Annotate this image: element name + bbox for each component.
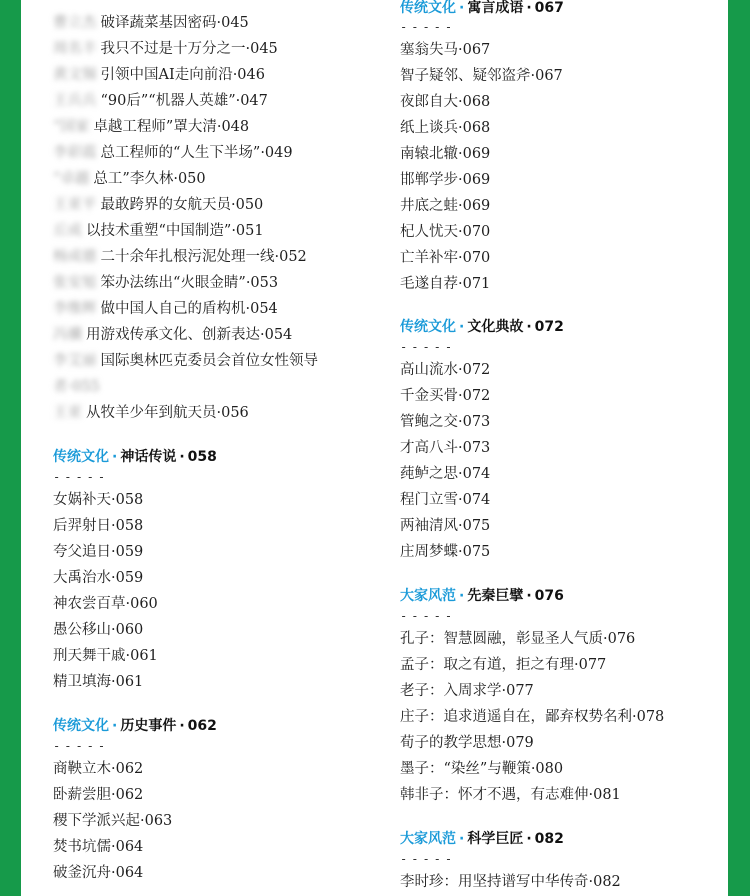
toc-entry[interactable]: 焚书坑儒·064 — [53, 839, 144, 855]
blurred-name: 丘成 — [53, 223, 82, 239]
toc-entry[interactable]: 程门立雪·074 — [400, 492, 491, 508]
toc-entry[interactable]: 韩非子：怀才不遇，有志难伸·081 — [400, 787, 621, 803]
toc-entry[interactable]: 精卫填海·061 — [53, 674, 144, 690]
section-page: 062 — [187, 718, 217, 734]
toc-entry[interactable]: 孔子：智慧圆融，彰显圣人气质·076 — [400, 631, 636, 647]
toc-page — [21, 0, 728, 896]
toc-entry[interactable]: 丘成 以技术重塑“中国制造”·051 — [53, 223, 264, 239]
section-category: 大家风范 — [400, 588, 456, 604]
blurred-name: 李维辉 — [53, 301, 97, 317]
toc-entry[interactable]: 孟子：取之有道，拒之有理·077 — [400, 657, 607, 673]
toc-entry[interactable]: 王兵兵 “90后”“机器人英雄”·047 — [53, 93, 268, 109]
section-category: 传统文化 — [53, 449, 109, 465]
toc-entry[interactable]: 井底之蛙·069 — [400, 198, 491, 214]
toc-entry[interactable]: 邯郸学步·069 — [400, 172, 491, 188]
section-category: 传统文化 — [400, 0, 456, 16]
blurred-name: 王亚平 — [53, 197, 97, 213]
toc-entry[interactable]: 毛遂自荐·071 — [400, 276, 491, 292]
toc-entry[interactable]: 庄周梦蝶·075 — [400, 544, 491, 560]
toc-entry[interactable]: 张安旭 笨办法练出“火眼金睛”·053 — [53, 275, 279, 291]
section-separator: · — [526, 831, 532, 847]
toc-entry[interactable]: 管鲍之交·073 — [400, 414, 491, 430]
dash-divider: ----- — [400, 340, 457, 354]
blurred-name: “卓越 — [53, 171, 90, 187]
section-separator: · — [526, 319, 532, 335]
toc-entry[interactable]: 刑天舞干戚·061 — [53, 648, 158, 664]
section-separator: · — [179, 449, 185, 465]
section-category: 大家风范 — [400, 831, 456, 847]
section-category: 传统文化 — [53, 718, 109, 734]
section-separator: · — [459, 319, 465, 335]
toc-entry[interactable]: 后羿射日·058 — [53, 518, 144, 534]
toc-entry[interactable]: 南辕北辙·069 — [400, 146, 491, 162]
toc-entry[interactable]: 大禹治水·059 — [53, 570, 144, 586]
section-title: 科学巨匠 — [467, 831, 524, 847]
toc-entry[interactable]: 神农尝百草·060 — [53, 596, 158, 612]
section-separator: · — [112, 718, 118, 734]
toc-entry[interactable]: 两袖清风·075 — [400, 518, 491, 534]
section-separator: · — [526, 588, 532, 604]
toc-entry[interactable]: 纸上谈兵·068 — [400, 120, 491, 136]
toc-entry[interactable]: 王亚平 最敢跨界的女航天员·050 — [53, 197, 264, 213]
section-title: 先秦巨擘 — [467, 588, 524, 604]
section-page: 067 — [534, 0, 564, 16]
toc-entry[interactable]: 周名丰 我只不过是十万分之一·045 — [53, 41, 278, 57]
section-heading — [400, 829, 564, 849]
blurred-name: 周名丰 — [53, 41, 97, 57]
section-separator: · — [459, 831, 465, 847]
blurred-name: 王兵兵 — [53, 93, 97, 109]
toc-entry[interactable]: 才高八斗·073 — [400, 440, 491, 456]
toc-entry[interactable]: 稷下学派兴起·063 — [53, 813, 173, 829]
blurred-name: 黄文锡 — [53, 67, 97, 83]
section-heading — [53, 716, 217, 736]
section-separator: · — [459, 588, 465, 604]
toc-entry[interactable]: 王亚 从牧羊少年到航天员·056 — [53, 405, 249, 421]
toc-entry[interactable]: 荀子的教学思想·079 — [400, 735, 534, 751]
section-separator: · — [112, 449, 118, 465]
toc-entry[interactable]: “国家 卓越工程师”罩大清·048 — [53, 119, 250, 135]
toc-entry[interactable]: 亡羊补牢·070 — [400, 250, 491, 266]
section-heading — [400, 317, 564, 337]
toc-entry[interactable]: 李艾丽 国际奥林匹克委员会首位女性领导 — [53, 353, 318, 369]
dash-divider: ----- — [53, 470, 110, 484]
section-page: 072 — [534, 319, 564, 335]
toc-entry-wrap — [53, 377, 104, 397]
blurred-name: 王亚 — [53, 405, 82, 421]
toc-entry[interactable]: 黄文锡 引领中国AI走向前沿·046 — [53, 67, 265, 83]
section-heading — [400, 0, 564, 18]
toc-entry[interactable]: 女娲补天·058 — [53, 492, 144, 508]
section-category: 传统文化 — [400, 319, 456, 335]
toc-entry[interactable]: 塞翁失马·067 — [400, 42, 491, 58]
toc-entry[interactable]: 千金买骨·072 — [400, 388, 491, 404]
toc-entry[interactable]: 愚公移山·060 — [53, 622, 144, 638]
toc-entry[interactable]: 庄子：追求逍遥自在，鄙弃权势名利·078 — [400, 709, 665, 725]
blurred-name: 曹立杰 — [53, 15, 97, 31]
toc-entry[interactable]: 夸父追日·059 — [53, 544, 144, 560]
section-separator: · — [526, 0, 532, 16]
toc-entry[interactable]: “卓越 总工”李久林·050 — [53, 171, 206, 187]
toc-entry[interactable]: 墨子：“染丝”与鞭策·080 — [400, 761, 564, 777]
section-heading — [53, 447, 217, 467]
section-heading — [400, 586, 564, 606]
section-title: 神话传说 — [120, 449, 177, 465]
blurred-name: 张安旭 — [53, 275, 97, 291]
toc-entry[interactable]: 高山流水·072 — [400, 362, 491, 378]
toc-entry[interactable]: 老子：入周求学·077 — [400, 683, 534, 699]
section-separator: · — [459, 0, 465, 16]
toc-entry[interactable]: 莼鲈之思·074 — [400, 466, 491, 482]
toc-entry[interactable]: 杨成德 二十余年扎根污泥处理一线·052 — [53, 249, 307, 265]
blurred-name: 杨成德 — [53, 249, 97, 265]
toc-entry[interactable]: 卧薪尝胆·062 — [53, 787, 144, 803]
section-title: 文化典故 — [467, 319, 524, 335]
section-page: 082 — [534, 831, 564, 847]
blurred-name: 李艾丽 — [53, 353, 97, 369]
section-page: 076 — [534, 588, 564, 604]
blurred-name: 者·055 — [53, 379, 100, 395]
dash-divider: ----- — [400, 20, 457, 34]
toc-entry[interactable]: 曹立杰 破译蔬菜基因密码·045 — [53, 15, 249, 31]
blurred-name: 冯骥 — [53, 327, 82, 343]
toc-entry[interactable]: 破釜沉舟·064 — [53, 865, 144, 881]
section-separator: · — [179, 718, 185, 734]
toc-entry[interactable]: 李彩霞 总工程师的“人生下半场”·049 — [53, 145, 293, 161]
section-title: 历史事件 — [120, 718, 177, 734]
dash-divider: ----- — [53, 739, 110, 753]
dash-divider: ----- — [400, 609, 457, 623]
toc-entry[interactable]: 智子疑邻、疑邻盗斧·067 — [400, 68, 563, 84]
toc-entry[interactable]: 杞人忧天·070 — [400, 224, 491, 240]
green-frame-left — [0, 0, 21, 896]
dash-divider: ----- — [400, 852, 457, 866]
blurred-name: 李彩霞 — [53, 145, 97, 161]
toc-entry[interactable]: 李维辉 做中国人自己的盾构机·054 — [53, 301, 278, 317]
blurred-name: “国家 — [53, 119, 90, 135]
section-page: 058 — [187, 449, 217, 465]
toc-entry[interactable]: 商鞅立木·062 — [53, 761, 144, 777]
green-frame-right — [728, 0, 750, 896]
toc-entry[interactable]: 夜郎自大·068 — [400, 94, 491, 110]
section-title: 寓言成语 — [467, 0, 524, 16]
toc-entry[interactable]: 李时珍：用坚持谱写中华传奇·082 — [400, 874, 621, 890]
toc-entry[interactable]: 冯骥 用游戏传承文化、创新表达·054 — [53, 327, 293, 343]
